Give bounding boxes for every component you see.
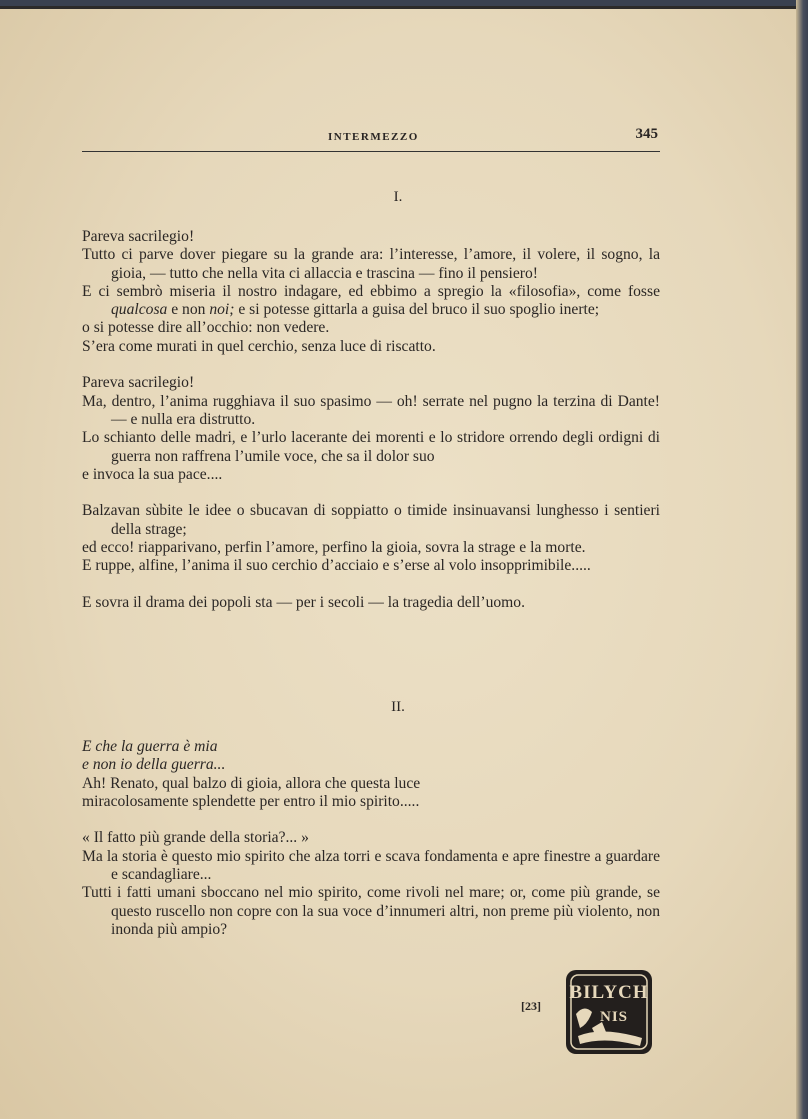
quote-line: E che la guerra è mia xyxy=(82,738,218,755)
paragraph: miracolosamente splendette per entro il mio spirito..... xyxy=(82,792,420,810)
svg-text:NIS: NIS xyxy=(599,1009,629,1025)
paragraph: Lo schianto delle madri, e l’urlo lacerante dei morenti e lo stridore orrendo degli ordigni di guerra non raffrena l’umile voce, che sa il dolor suo xyxy=(82,429,660,465)
paragraph: Tutto ci parve dover piegare su la grande ara: l’interesse, l’amore, il volere, il sogno, la gioia, — tutto che nella vita ci allaccia e trascina — fino il pensiero! xyxy=(82,246,660,282)
signature-mark: [23] xyxy=(521,999,541,1013)
svg-text:BILYCH: BILYCH xyxy=(569,982,649,1003)
page-edge xyxy=(796,0,808,1119)
quote-line: e non io della guerra... xyxy=(82,756,226,774)
section-numeral-1: I. xyxy=(393,189,403,205)
paragraph: Ah! Renato, qual balzo di gioia, allora che questa luce xyxy=(82,774,421,792)
paragraph: Ma, dentro, l’anima rugghiava il suo spasimo — oh! serrate nel pugno la terzina di Dante! — e nulla era distrutto. xyxy=(82,392,660,428)
section-1-text xyxy=(82,228,660,612)
bilychnis-emblem-logo xyxy=(562,966,658,1058)
paragraph: E ruppe, alfine, l’anima il suo cerchio d’acciaio e s’erse al volo insopprimibile..... xyxy=(82,557,591,575)
running-title: INTERMEZZO xyxy=(328,131,419,143)
paragraph: Pareva sacrilegio! xyxy=(82,228,195,245)
paragraph: E ci sembrò miseria il nostro indagare, ed ebbimo a spregio la «filosofia», come fosse qualcosa e non noi; e si potesse gittarla a guisa del bruco il suo spoglio inerte; xyxy=(82,282,660,319)
paragraph: Ma la storia è questo mio spirito che alza torri e scava fondamenta e apre finestre a guardare e scandagliare... xyxy=(82,847,660,884)
paragraph: e invoca la sua pace.... xyxy=(82,465,223,483)
paragraph: Pareva sacrilegio! xyxy=(82,374,195,392)
page-number: 345 xyxy=(635,126,658,142)
paragraph: E sovra il drama dei popoli sta — per i secoli — la tragedia dell’uomo. xyxy=(82,593,525,611)
section-numeral-2: II. xyxy=(391,699,405,715)
paragraph: Tutti i fatti umani sboccano nel mio spirito, come rivoli nel mare; or, come più grande, se questo ruscello non copre con la sua voce d’innumeri altri, non preme più violento, non inonda più ampio? xyxy=(82,884,660,938)
book-page xyxy=(0,6,796,1119)
paragraph: « Il fatto più grande della storia?... » xyxy=(82,829,309,847)
running-header xyxy=(82,127,660,152)
section-2-text xyxy=(82,738,660,939)
paragraph: ed ecco! riapparivano, perfin l’amore, perfino la gioia, sovra la strage e la morte. xyxy=(82,539,586,557)
paragraph: S’era come murati in quel cerchio, senza luce di riscatto. xyxy=(82,337,436,355)
paragraph: o si potesse dire all’occhio: non vedere. xyxy=(82,319,330,337)
paragraph: Balzavan sùbite le idee o sbucavan di soppiatto o timide insinuavansi lunghesso i sentieri della strage; xyxy=(82,502,660,538)
